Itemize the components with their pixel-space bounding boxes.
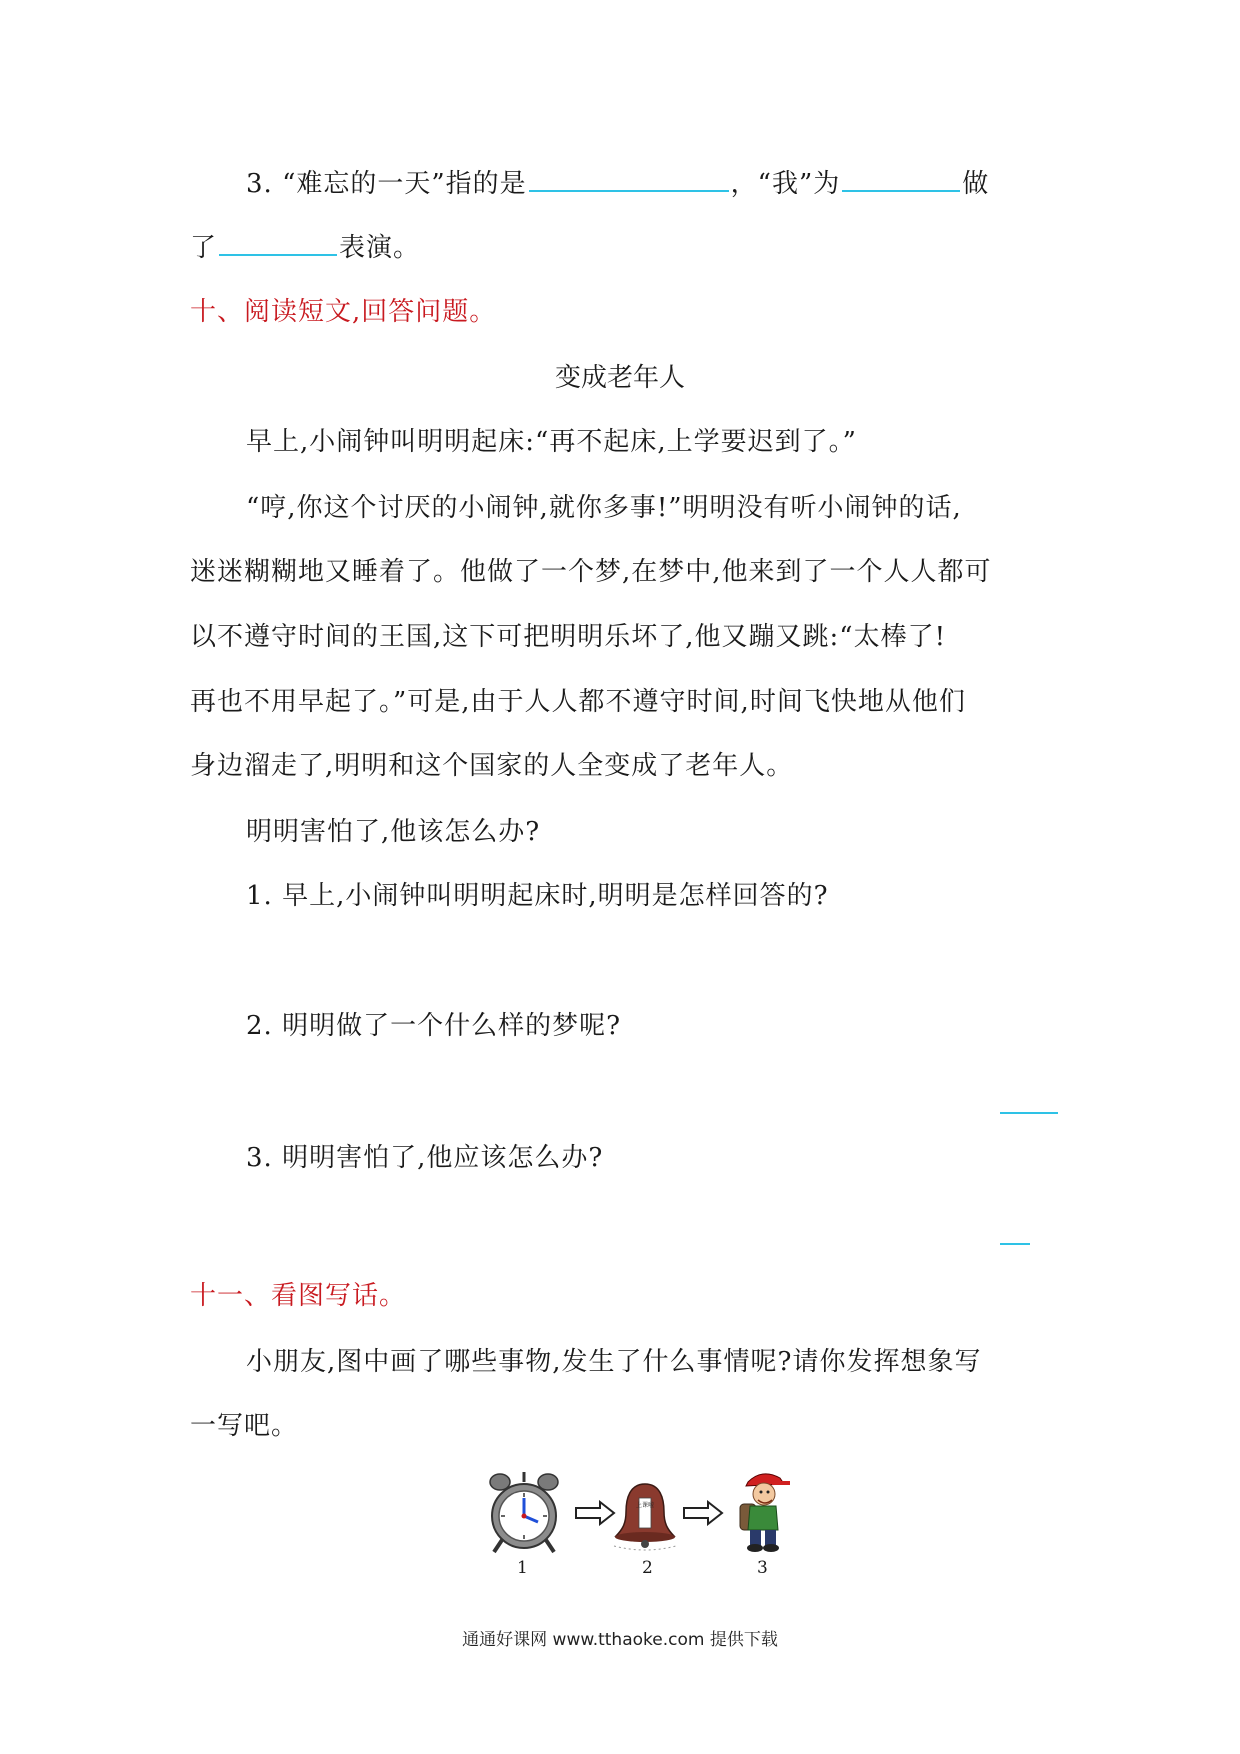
question-2: 2. 明明做了一个什么样的梦呢? (246, 1011, 622, 1041)
answer-line-2[interactable] (1000, 1112, 1058, 1114)
q3-blank-1[interactable] (529, 166, 729, 192)
story-paragraph-7: 明明害怕了,他该怎么办? (246, 817, 541, 847)
answer-line-3[interactable] (1000, 1243, 1030, 1245)
bell-label: 上课啦 (635, 1502, 655, 1509)
q3-line-2 (190, 228, 420, 268)
q3-line-1 (246, 164, 989, 204)
figure-label-1: 1 (517, 1558, 528, 1578)
story-paragraph-4: 以不遵守时间的王国,这下可把明明乐坏了,他又蹦又跳:“太棒了! (190, 622, 947, 652)
boy-with-backpack-icon (730, 1468, 800, 1554)
story-paragraph-2: “哼,你这个讨厌的小闹钟,就你多事!”明明没有听小闹钟的话, (246, 493, 962, 523)
footer-credit: 通通好课网 www.tthaoke.com 提供下载 (462, 1630, 778, 1650)
q3-text-1: 3. “难忘的一天”指的是 (246, 169, 527, 199)
story-paragraph-1: 早上,小闹钟叫明明起床:“再不起床,上学要迟到了。” (246, 427, 857, 457)
writing-prompt-line-1: 小朋友,图中画了哪些事物,发生了什么事情呢?请你发挥想象写 (246, 1347, 982, 1377)
q3-blank-2[interactable] (842, 166, 960, 192)
arrow-right-icon (682, 1500, 724, 1526)
question-3: 3. 明明害怕了,他应该怎么办? (246, 1143, 604, 1173)
section-11-heading: 十一、看图写话。 (190, 1281, 407, 1311)
q3-text-4: 了 (190, 233, 218, 263)
q3-blank-3[interactable] (219, 230, 337, 256)
q3-text-2: ，“我”为 (730, 169, 841, 199)
story-paragraph-3: 迷迷糊糊地又睡着了。他做了一个梦,在梦中,他来到了一个人人都可 (190, 557, 992, 587)
story-paragraph-6: 身边溜走了,明明和这个国家的人全变成了老年人。 (190, 751, 794, 781)
story-paragraph-5: 再也不用早起了。”可是,由于人人都不遵守时间,时间飞快地从他们 (190, 687, 966, 717)
q3-text-5: 表演。 (339, 233, 421, 263)
picture-sequence (480, 1470, 820, 1582)
alarm-clock-icon (486, 1470, 562, 1554)
section-10-heading: 十、阅读短文,回答问题。 (190, 297, 497, 327)
question-1: 1. 早上,小闹钟叫明明起床时,明明是怎样回答的? (246, 881, 829, 911)
q3-text-3: 做 (962, 169, 990, 199)
figure-label-3: 3 (757, 1558, 768, 1578)
school-bell-icon (610, 1480, 680, 1552)
story-title: 变成老年人 (554, 363, 685, 393)
figure-label-2: 2 (642, 1558, 653, 1578)
writing-prompt-line-2: 一写吧。 (190, 1411, 299, 1441)
